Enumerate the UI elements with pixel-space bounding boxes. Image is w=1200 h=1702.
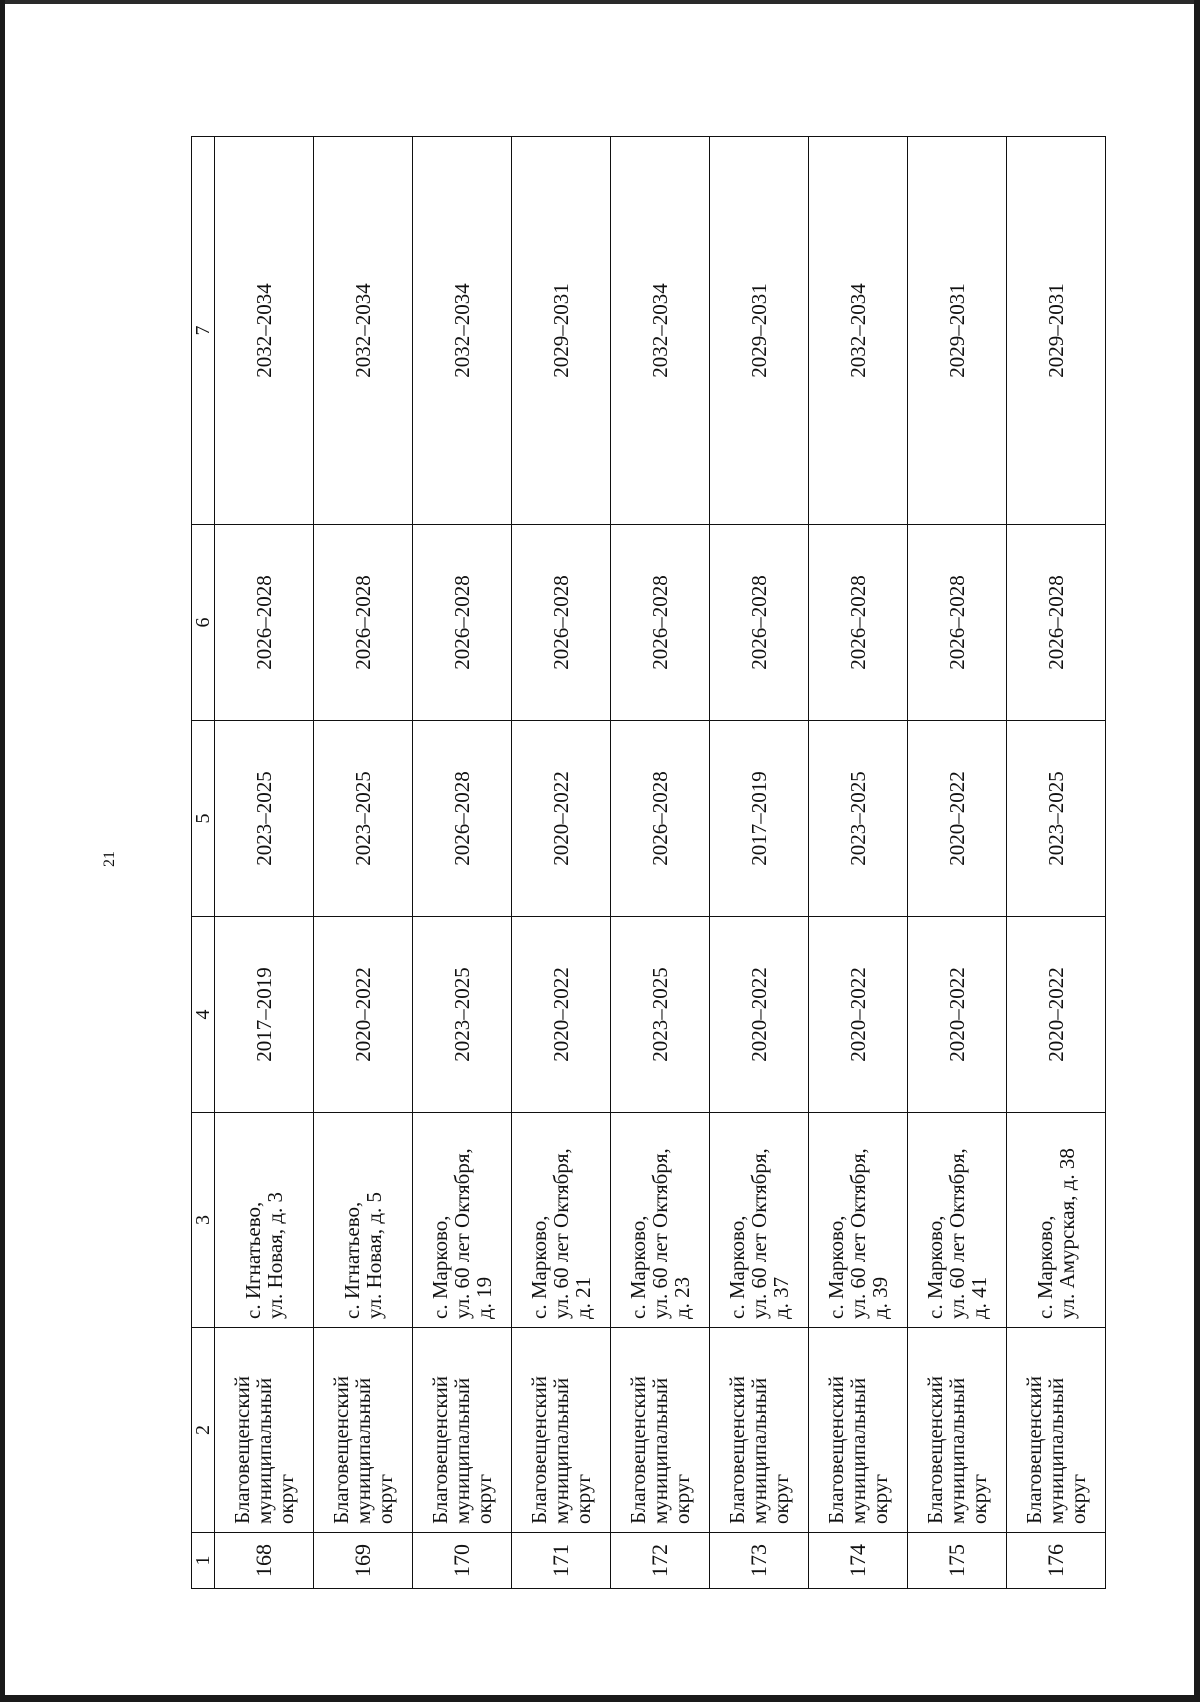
period-col5-cell: 2023–2025: [314, 721, 413, 917]
table-row: [512, 137, 611, 1589]
period-col5-cell: 2023–2025: [1007, 721, 1106, 917]
address-line: д. 41: [967, 1276, 991, 1319]
address-line: ул. Новая, д. 5: [362, 1191, 386, 1319]
district-line: округ: [1066, 1473, 1090, 1524]
period-col6-cell: 2026–2028: [314, 525, 413, 721]
district-cell: [1007, 1328, 1106, 1533]
page-number: 21: [101, 851, 118, 867]
district-line: округ: [274, 1473, 298, 1524]
district-line: муниципальный: [846, 1377, 870, 1524]
district-cell: [512, 1328, 611, 1533]
period-col4-cell: 2020–2022: [710, 917, 809, 1113]
scan-edge-bottom: [0, 1695, 1200, 1702]
column-header: 7: [192, 137, 215, 525]
table-row: [215, 137, 314, 1589]
period-col4-cell: 2020–2022: [1007, 917, 1106, 1113]
district-line: муниципальный: [945, 1377, 969, 1524]
period-col6-cell: 2026–2028: [512, 525, 611, 721]
table-row: [611, 137, 710, 1589]
address-line: с. Марково,: [725, 1215, 749, 1319]
header-row: [192, 137, 215, 1589]
period-col4-cell: 2020–2022: [314, 917, 413, 1113]
column-header: 6: [192, 525, 215, 721]
period-col7-cell: 2029–2031: [512, 137, 611, 525]
row-number-cell: 173: [710, 1533, 809, 1589]
district-line: муниципальный: [252, 1377, 276, 1524]
address-cell: [215, 1113, 314, 1328]
address-cell: [908, 1113, 1007, 1328]
period-col5-cell: 2020–2022: [908, 721, 1007, 917]
district-cell: [413, 1328, 512, 1533]
period-col5-cell: 2020–2022: [512, 721, 611, 917]
address-line: д. 37: [769, 1276, 793, 1319]
period-col5-cell: 2017–2019: [710, 721, 809, 917]
district-cell: [809, 1328, 908, 1533]
row-number-cell: 174: [809, 1533, 908, 1589]
address-cell: [314, 1113, 413, 1328]
period-col6-cell: 2026–2028: [809, 525, 908, 721]
district-line: Благовещенский: [725, 1375, 749, 1524]
address-line: ул. 60 лет Октября,: [450, 1148, 474, 1319]
row-number-cell: 170: [413, 1533, 512, 1589]
scan-edge-left: [0, 0, 5, 1702]
period-col6-cell: 2026–2028: [413, 525, 512, 721]
address-cell: [611, 1113, 710, 1328]
district-line: муниципальный: [1044, 1377, 1068, 1524]
district-cell: [215, 1328, 314, 1533]
address-line: ул. Амурская, д. 38: [1055, 1148, 1079, 1319]
address-cell: [512, 1113, 611, 1328]
district-cell: [710, 1328, 809, 1533]
table-container: [191, 137, 1106, 1589]
period-col5-cell: 2026–2028: [413, 721, 512, 917]
district-line: округ: [967, 1473, 991, 1524]
address-line: с. Игнатьево,: [241, 1201, 265, 1319]
district-line: Благовещенский: [329, 1375, 353, 1524]
period-col7-cell: 2032–2034: [215, 137, 314, 525]
address-cell: [1007, 1113, 1106, 1328]
column-header: 1: [192, 1533, 215, 1589]
district-line: округ: [472, 1473, 496, 1524]
address-line: ул. 60 лет Октября,: [549, 1148, 573, 1319]
table-body: [215, 137, 1106, 1589]
row-number-cell: 169: [314, 1533, 413, 1589]
address-cell: [710, 1113, 809, 1328]
district-line: муниципальный: [351, 1377, 375, 1524]
district-cell: [611, 1328, 710, 1533]
district-line: Благовещенский: [527, 1375, 551, 1524]
address-line: д. 19: [472, 1276, 496, 1319]
district-line: Благовещенский: [1022, 1375, 1046, 1524]
district-line: округ: [769, 1473, 793, 1524]
district-line: округ: [670, 1473, 694, 1524]
table-row: [413, 137, 512, 1589]
district-cell: [908, 1328, 1007, 1533]
column-header: 5: [192, 721, 215, 917]
table-row: [314, 137, 413, 1589]
period-col5-cell: 2023–2025: [215, 721, 314, 917]
district-line: округ: [373, 1473, 397, 1524]
period-col5-cell: 2026–2028: [611, 721, 710, 917]
address-line: ул. 60 лет Октября,: [747, 1148, 771, 1319]
address-line: с. Марково,: [1033, 1215, 1057, 1319]
district-line: Благовещенский: [626, 1375, 650, 1524]
period-col4-cell: 2020–2022: [512, 917, 611, 1113]
period-col6-cell: 2026–2028: [710, 525, 809, 721]
address-line: ул. 60 лет Октября,: [945, 1148, 969, 1319]
row-number-cell: 168: [215, 1533, 314, 1589]
address-line: с. Марково,: [626, 1215, 650, 1319]
address-cell: [809, 1113, 908, 1328]
address-line: с. Марково,: [824, 1215, 848, 1319]
period-col6-cell: 2026–2028: [1007, 525, 1106, 721]
district-cell: [314, 1328, 413, 1533]
address-cell: [413, 1113, 512, 1328]
address-line: д. 39: [868, 1276, 892, 1319]
district-line: Благовещенский: [923, 1375, 947, 1524]
row-number-cell: 171: [512, 1533, 611, 1589]
address-line: с. Игнатьево,: [340, 1201, 364, 1319]
address-line: ул. 60 лет Октября,: [846, 1148, 870, 1319]
district-line: муниципальный: [549, 1377, 573, 1524]
district-line: Благовещенский: [824, 1375, 848, 1524]
scan-edge-right: [1194, 0, 1200, 1702]
address-line: с. Марково,: [923, 1215, 947, 1319]
address-line: с. Марково,: [527, 1215, 551, 1319]
period-col4-cell: 2020–2022: [908, 917, 1007, 1113]
address-line: ул. 60 лет Октября,: [648, 1148, 672, 1319]
address-line: ул. Новая, д. 3: [263, 1191, 287, 1319]
period-col5-cell: 2023–2025: [809, 721, 908, 917]
period-col4-cell: 2020–2022: [809, 917, 908, 1113]
column-header: 3: [192, 1113, 215, 1328]
period-col7-cell: 2029–2031: [710, 137, 809, 525]
address-line: с. Марково,: [428, 1215, 452, 1319]
period-col7-cell: 2029–2031: [908, 137, 1007, 525]
period-col7-cell: 2032–2034: [413, 137, 512, 525]
period-col6-cell: 2026–2028: [908, 525, 1007, 721]
district-line: муниципальный: [747, 1377, 771, 1524]
table-row: [1007, 137, 1106, 1589]
row-number-cell: 175: [908, 1533, 1007, 1589]
district-line: округ: [868, 1473, 892, 1524]
district-line: округ: [571, 1473, 595, 1524]
district-line: Благовещенский: [428, 1375, 452, 1524]
address-line: д. 21: [571, 1276, 595, 1319]
address-line: д. 23: [670, 1276, 694, 1319]
schedule-table: [191, 136, 1106, 1589]
table-row: [908, 137, 1007, 1589]
table-row: [809, 137, 908, 1589]
table-row: [710, 137, 809, 1589]
period-col7-cell: 2032–2034: [611, 137, 710, 525]
rotated-table-frame: [191, 137, 1106, 1589]
district-line: муниципальный: [450, 1377, 474, 1524]
period-col6-cell: 2026–2028: [215, 525, 314, 721]
period-col4-cell: 2023–2025: [413, 917, 512, 1113]
district-line: муниципальный: [648, 1377, 672, 1524]
scan-edge-top: [0, 0, 1200, 4]
period-col4-cell: 2023–2025: [611, 917, 710, 1113]
period-col7-cell: 2032–2034: [809, 137, 908, 525]
row-number-cell: 172: [611, 1533, 710, 1589]
column-header: 4: [192, 917, 215, 1113]
row-number-cell: 176: [1007, 1533, 1106, 1589]
period-col7-cell: 2029–2031: [1007, 137, 1106, 525]
period-col7-cell: 2032–2034: [314, 137, 413, 525]
column-header: 2: [192, 1328, 215, 1533]
period-col6-cell: 2026–2028: [611, 525, 710, 721]
district-line: Благовещенский: [230, 1375, 254, 1524]
period-col4-cell: 2017–2019: [215, 917, 314, 1113]
